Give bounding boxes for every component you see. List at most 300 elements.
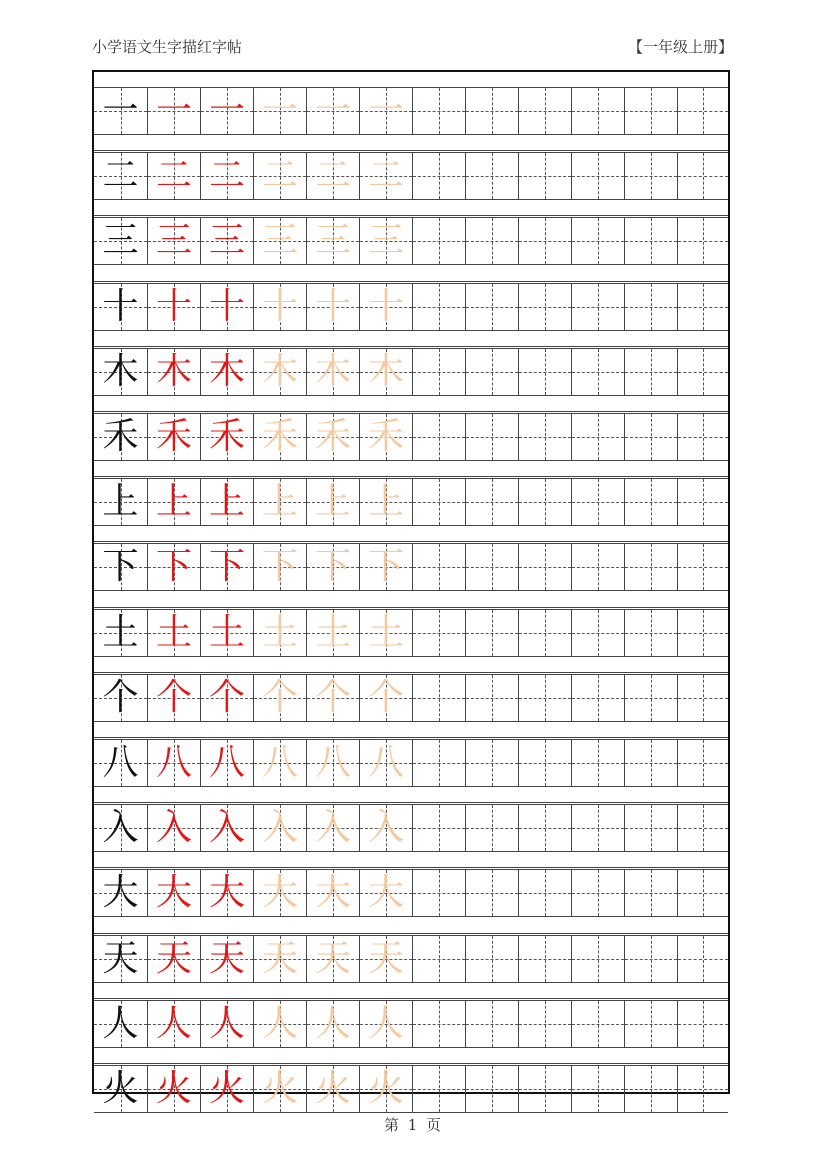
- trace-character-cell: [359, 349, 412, 395]
- blank-practice-cell[interactable]: [677, 870, 728, 916]
- trace-character: 上: [155, 481, 192, 522]
- blank-practice-cell[interactable]: [465, 740, 518, 786]
- blank-practice-cell[interactable]: [518, 805, 571, 851]
- model-character-cell: [94, 805, 147, 851]
- row-spacer: [94, 795, 728, 803]
- model-character: 人: [102, 1003, 139, 1044]
- model-character-cell: [94, 1066, 147, 1112]
- model-character-cell: [94, 218, 147, 264]
- trace-character: 禾: [314, 416, 351, 457]
- trace-character-cell: [359, 870, 412, 916]
- blank-practice-cell[interactable]: [465, 544, 518, 590]
- trace-character: 十: [314, 286, 351, 327]
- trace-character-cell: [200, 1001, 253, 1047]
- trace-character-cell: [359, 1066, 412, 1112]
- blank-practice-cell[interactable]: [518, 740, 571, 786]
- blank-practice-cell[interactable]: [412, 88, 465, 134]
- trace-character: 入: [155, 807, 192, 848]
- trace-character: 上: [208, 481, 245, 522]
- row-spacer: [94, 208, 728, 216]
- blank-practice-cell[interactable]: [412, 936, 465, 982]
- trace-character-cell: [147, 610, 200, 656]
- trace-character-cell: [200, 414, 253, 460]
- blank-practice-cell[interactable]: [465, 1001, 518, 1047]
- blank-practice-cell[interactable]: [465, 414, 518, 460]
- blank-practice-cell[interactable]: [624, 218, 677, 264]
- trace-character-cell: [306, 936, 359, 982]
- model-character: 火: [102, 1068, 139, 1109]
- blank-practice-cell[interactable]: [677, 740, 728, 786]
- blank-practice-cell[interactable]: [571, 414, 624, 460]
- trace-character-cell: [200, 349, 253, 395]
- trace-character: 火: [155, 1068, 192, 1109]
- trace-character-cell: [253, 805, 306, 851]
- model-character: 天: [102, 938, 139, 979]
- trace-character: 二: [155, 155, 192, 196]
- blank-practice-cell[interactable]: [624, 544, 677, 590]
- trace-character-cell: [306, 740, 359, 786]
- trace-character-cell: [147, 544, 200, 590]
- trace-character-cell: [253, 936, 306, 982]
- blank-practice-cell[interactable]: [571, 218, 624, 264]
- trace-character-cell: [147, 740, 200, 786]
- trace-character: 八: [261, 742, 298, 783]
- blank-practice-cell[interactable]: [624, 479, 677, 525]
- trace-character-cell: [359, 218, 412, 264]
- trace-character-cell: [306, 284, 359, 330]
- trace-character-cell: [200, 740, 253, 786]
- trace-character: 下: [261, 546, 298, 587]
- blank-practice-cell[interactable]: [465, 479, 518, 525]
- blank-practice-cell[interactable]: [518, 414, 571, 460]
- blank-practice-cell[interactable]: [624, 936, 677, 982]
- trace-character: 土: [155, 612, 192, 653]
- blank-practice-cell[interactable]: [624, 1001, 677, 1047]
- trace-character: 二: [314, 155, 351, 196]
- model-character-cell: [94, 936, 147, 982]
- practice-row: [94, 609, 728, 657]
- trace-character-cell: [200, 218, 253, 264]
- row-spacer: [94, 730, 728, 738]
- trace-character-cell: [147, 88, 200, 134]
- trace-character: 下: [367, 546, 404, 587]
- trace-character-cell: [253, 675, 306, 721]
- trace-character: 天: [261, 938, 298, 979]
- trace-character-cell: [147, 1066, 200, 1112]
- blank-practice-cell[interactable]: [518, 349, 571, 395]
- trace-character-cell: [253, 1001, 306, 1047]
- blank-practice-cell[interactable]: [412, 414, 465, 460]
- trace-character-cell: [253, 1066, 306, 1112]
- blank-practice-cell[interactable]: [571, 936, 624, 982]
- row-spacer: [94, 600, 728, 608]
- trace-character-cell: [359, 88, 412, 134]
- trace-character-cell: [359, 479, 412, 525]
- trace-character: 八: [208, 742, 245, 783]
- trace-character: 三: [208, 220, 245, 261]
- trace-character: 八: [367, 742, 404, 783]
- trace-character: 入: [367, 807, 404, 848]
- trace-character-cell: [253, 610, 306, 656]
- worksheet-title: 小学语文生字描红字帖: [92, 38, 243, 56]
- trace-character-cell: [306, 675, 359, 721]
- blank-practice-cell[interactable]: [412, 284, 465, 330]
- blank-practice-cell[interactable]: [465, 284, 518, 330]
- trace-character: 火: [314, 1068, 351, 1109]
- practice-row: [94, 283, 728, 331]
- blank-practice-cell[interactable]: [571, 1001, 624, 1047]
- blank-practice-cell[interactable]: [624, 88, 677, 134]
- practice-row: [94, 217, 728, 265]
- row-spacer: [94, 143, 728, 151]
- trace-character: 大: [314, 872, 351, 913]
- trace-character-cell: [253, 284, 306, 330]
- trace-character-cell: [359, 284, 412, 330]
- trace-character-cell: [359, 153, 412, 199]
- trace-character: 人: [208, 1003, 245, 1044]
- trace-character-cell: [200, 284, 253, 330]
- trace-character: 大: [155, 872, 192, 913]
- trace-character: 火: [261, 1068, 298, 1109]
- blank-practice-cell[interactable]: [412, 544, 465, 590]
- trace-character-cell: [359, 936, 412, 982]
- trace-character: 大: [208, 872, 245, 913]
- model-character-cell: [94, 414, 147, 460]
- practice-grid: [92, 70, 730, 1109]
- trace-character-cell: [147, 805, 200, 851]
- blank-practice-cell[interactable]: [571, 88, 624, 134]
- blank-practice-cell[interactable]: [518, 88, 571, 134]
- trace-character: 木: [367, 351, 404, 392]
- blank-practice-cell[interactable]: [412, 675, 465, 721]
- model-character: 一: [102, 90, 139, 131]
- practice-row: [94, 739, 728, 787]
- row-spacer: [94, 991, 728, 999]
- blank-practice-cell[interactable]: [571, 349, 624, 395]
- model-character-cell: [94, 349, 147, 395]
- trace-character: 土: [367, 612, 404, 653]
- trace-character-cell: [200, 610, 253, 656]
- blank-practice-cell[interactable]: [677, 1001, 728, 1047]
- model-character: 大: [102, 872, 139, 913]
- practice-row: [94, 935, 728, 983]
- trace-character-cell: [253, 218, 306, 264]
- trace-character-cell: [253, 544, 306, 590]
- trace-character: 土: [208, 612, 245, 653]
- row-spacer: [94, 1056, 728, 1064]
- trace-character-cell: [306, 870, 359, 916]
- practice-row: [94, 543, 728, 591]
- blank-practice-cell[interactable]: [624, 870, 677, 916]
- model-character: 三: [102, 220, 139, 261]
- model-character-cell: [94, 675, 147, 721]
- blank-practice-cell[interactable]: [412, 349, 465, 395]
- trace-character-cell: [147, 870, 200, 916]
- model-character: 十: [102, 286, 139, 327]
- trace-character: 一: [261, 90, 298, 131]
- blank-practice-cell[interactable]: [571, 610, 624, 656]
- model-character-cell: [94, 870, 147, 916]
- blank-practice-cell[interactable]: [571, 805, 624, 851]
- trace-character: 木: [314, 351, 351, 392]
- trace-character: 火: [208, 1068, 245, 1109]
- trace-character: 木: [208, 351, 245, 392]
- blank-practice-cell[interactable]: [518, 479, 571, 525]
- trace-character: 入: [261, 807, 298, 848]
- blank-practice-cell[interactable]: [412, 1066, 465, 1112]
- trace-character: 下: [208, 546, 245, 587]
- model-character-cell: [94, 610, 147, 656]
- blank-practice-cell[interactable]: [677, 218, 728, 264]
- blank-practice-cell[interactable]: [465, 675, 518, 721]
- trace-character: 土: [261, 612, 298, 653]
- row-spacer: [94, 665, 728, 673]
- blank-practice-cell[interactable]: [412, 805, 465, 851]
- trace-character: 人: [367, 1003, 404, 1044]
- blank-practice-cell[interactable]: [624, 610, 677, 656]
- trace-character-cell: [200, 544, 253, 590]
- trace-character: 人: [261, 1003, 298, 1044]
- row-spacer: [94, 926, 728, 934]
- trace-character-cell: [147, 153, 200, 199]
- trace-character-cell: [306, 479, 359, 525]
- blank-practice-cell[interactable]: [571, 284, 624, 330]
- blank-practice-cell[interactable]: [677, 349, 728, 395]
- row-spacer: [94, 469, 728, 477]
- trace-character-cell: [306, 805, 359, 851]
- model-character: 二: [102, 155, 139, 196]
- trace-character: 二: [367, 155, 404, 196]
- model-character-cell: [94, 740, 147, 786]
- blank-practice-cell[interactable]: [412, 1001, 465, 1047]
- model-character: 上: [102, 481, 139, 522]
- trace-character-cell: [200, 479, 253, 525]
- trace-character-cell: [147, 284, 200, 330]
- trace-character: 八: [314, 742, 351, 783]
- trace-character-cell: [147, 1001, 200, 1047]
- trace-character: 十: [367, 286, 404, 327]
- model-character: 木: [102, 351, 139, 392]
- trace-character: 八: [155, 742, 192, 783]
- trace-character-cell: [306, 544, 359, 590]
- trace-character-cell: [253, 740, 306, 786]
- trace-character-cell: [306, 610, 359, 656]
- trace-character: 天: [367, 938, 404, 979]
- blank-practice-cell[interactable]: [518, 610, 571, 656]
- blank-practice-cell[interactable]: [518, 675, 571, 721]
- model-character-cell: [94, 1001, 147, 1047]
- trace-character-cell: [147, 936, 200, 982]
- blank-practice-cell[interactable]: [465, 153, 518, 199]
- trace-character: 上: [314, 481, 351, 522]
- trace-character-cell: [359, 1001, 412, 1047]
- trace-character-cell: [359, 740, 412, 786]
- blank-practice-cell[interactable]: [518, 1066, 571, 1112]
- trace-character-cell: [306, 218, 359, 264]
- practice-row: [94, 674, 728, 722]
- trace-character-cell: [359, 610, 412, 656]
- blank-practice-cell[interactable]: [412, 153, 465, 199]
- trace-character: 三: [155, 220, 192, 261]
- trace-character-cell: [253, 88, 306, 134]
- trace-character-cell: [359, 414, 412, 460]
- practice-row: [94, 152, 728, 200]
- trace-character-cell: [147, 414, 200, 460]
- blank-practice-cell[interactable]: [624, 805, 677, 851]
- row-spacer: [94, 274, 728, 282]
- trace-character: 三: [367, 220, 404, 261]
- trace-character: 禾: [208, 416, 245, 457]
- blank-practice-cell[interactable]: [624, 675, 677, 721]
- trace-character: 大: [261, 872, 298, 913]
- blank-practice-cell[interactable]: [677, 805, 728, 851]
- grade-label: 【一年级上册】: [627, 38, 733, 56]
- blank-practice-cell[interactable]: [412, 218, 465, 264]
- trace-character-cell: [200, 675, 253, 721]
- blank-practice-cell[interactable]: [465, 218, 518, 264]
- trace-character: 一: [367, 90, 404, 131]
- blank-practice-cell[interactable]: [518, 544, 571, 590]
- blank-practice-cell[interactable]: [571, 479, 624, 525]
- model-character-cell: [94, 479, 147, 525]
- practice-row: [94, 869, 728, 917]
- blank-practice-cell[interactable]: [677, 284, 728, 330]
- blank-practice-cell[interactable]: [518, 936, 571, 982]
- trace-character-cell: [200, 805, 253, 851]
- trace-character: 个: [314, 677, 351, 718]
- model-character: 入: [102, 807, 139, 848]
- trace-character: 一: [314, 90, 351, 131]
- blank-practice-cell[interactable]: [465, 610, 518, 656]
- blank-practice-cell[interactable]: [465, 870, 518, 916]
- blank-practice-cell[interactable]: [677, 936, 728, 982]
- trace-character: 三: [314, 220, 351, 261]
- trace-character-cell: [147, 675, 200, 721]
- blank-practice-cell[interactable]: [677, 675, 728, 721]
- blank-practice-cell[interactable]: [412, 740, 465, 786]
- trace-character-cell: [253, 414, 306, 460]
- trace-character-cell: [359, 675, 412, 721]
- practice-row: [94, 478, 728, 526]
- trace-character: 上: [367, 481, 404, 522]
- blank-practice-cell[interactable]: [412, 610, 465, 656]
- trace-character: 天: [314, 938, 351, 979]
- blank-practice-cell[interactable]: [624, 349, 677, 395]
- blank-practice-cell[interactable]: [571, 1066, 624, 1112]
- trace-character: 下: [155, 546, 192, 587]
- trace-character: 土: [314, 612, 351, 653]
- trace-character-cell: [306, 1001, 359, 1047]
- trace-character: 二: [208, 155, 245, 196]
- blank-practice-cell[interactable]: [624, 740, 677, 786]
- row-spacer: [94, 339, 728, 347]
- practice-row: [94, 87, 728, 135]
- trace-character-cell: [306, 349, 359, 395]
- blank-practice-cell[interactable]: [677, 88, 728, 134]
- blank-practice-cell[interactable]: [571, 675, 624, 721]
- trace-character: 上: [261, 481, 298, 522]
- practice-row: [94, 413, 728, 461]
- blank-practice-cell[interactable]: [571, 153, 624, 199]
- blank-practice-cell[interactable]: [571, 870, 624, 916]
- trace-character: 一: [155, 90, 192, 131]
- trace-character-cell: [359, 544, 412, 590]
- trace-character-cell: [200, 936, 253, 982]
- model-character: 八: [102, 742, 139, 783]
- blank-practice-cell[interactable]: [518, 1001, 571, 1047]
- blank-practice-cell[interactable]: [677, 544, 728, 590]
- trace-character: 人: [314, 1003, 351, 1044]
- model-character: 土: [102, 612, 139, 653]
- trace-character-cell: [359, 805, 412, 851]
- blank-practice-cell[interactable]: [677, 414, 728, 460]
- blank-practice-cell[interactable]: [677, 479, 728, 525]
- practice-row: [94, 1065, 728, 1113]
- blank-practice-cell[interactable]: [518, 218, 571, 264]
- trace-character: 木: [261, 351, 298, 392]
- trace-character-cell: [306, 414, 359, 460]
- blank-practice-cell[interactable]: [518, 870, 571, 916]
- blank-practice-cell[interactable]: [624, 1066, 677, 1112]
- blank-practice-cell[interactable]: [412, 479, 465, 525]
- trace-character: 三: [261, 220, 298, 261]
- blank-practice-cell[interactable]: [465, 349, 518, 395]
- trace-character: 入: [314, 807, 351, 848]
- blank-practice-cell[interactable]: [571, 544, 624, 590]
- blank-practice-cell[interactable]: [677, 153, 728, 199]
- trace-character: 天: [155, 938, 192, 979]
- blank-practice-cell[interactable]: [518, 284, 571, 330]
- row-spacer: [94, 534, 728, 542]
- trace-character-cell: [147, 349, 200, 395]
- blank-practice-cell[interactable]: [677, 1066, 728, 1112]
- trace-character: 十: [155, 286, 192, 327]
- blank-practice-cell[interactable]: [465, 805, 518, 851]
- blank-practice-cell[interactable]: [518, 153, 571, 199]
- blank-practice-cell[interactable]: [465, 936, 518, 982]
- trace-character-cell: [147, 479, 200, 525]
- trace-character-cell: [306, 88, 359, 134]
- trace-character: 二: [261, 155, 298, 196]
- practice-row: [94, 1000, 728, 1048]
- model-character: 个: [102, 677, 139, 718]
- trace-character-cell: [200, 88, 253, 134]
- blank-practice-cell[interactable]: [624, 414, 677, 460]
- trace-character: 入: [208, 807, 245, 848]
- blank-practice-cell[interactable]: [412, 870, 465, 916]
- model-character-cell: [94, 88, 147, 134]
- trace-character-cell: [306, 1066, 359, 1112]
- trace-character: 禾: [367, 416, 404, 457]
- blank-practice-cell[interactable]: [571, 740, 624, 786]
- trace-character: 个: [367, 677, 404, 718]
- trace-character-cell: [147, 218, 200, 264]
- practice-row: [94, 348, 728, 396]
- blank-practice-cell[interactable]: [624, 284, 677, 330]
- trace-character-cell: [200, 870, 253, 916]
- blank-practice-cell[interactable]: [465, 88, 518, 134]
- trace-character-cell: [253, 349, 306, 395]
- model-character: 禾: [102, 416, 139, 457]
- trace-character: 十: [261, 286, 298, 327]
- trace-character: 大: [367, 872, 404, 913]
- trace-character: 禾: [261, 416, 298, 457]
- blank-practice-cell[interactable]: [624, 153, 677, 199]
- trace-character-cell: [253, 479, 306, 525]
- blank-practice-cell[interactable]: [465, 1066, 518, 1112]
- blank-practice-cell[interactable]: [677, 610, 728, 656]
- trace-character: 禾: [155, 416, 192, 457]
